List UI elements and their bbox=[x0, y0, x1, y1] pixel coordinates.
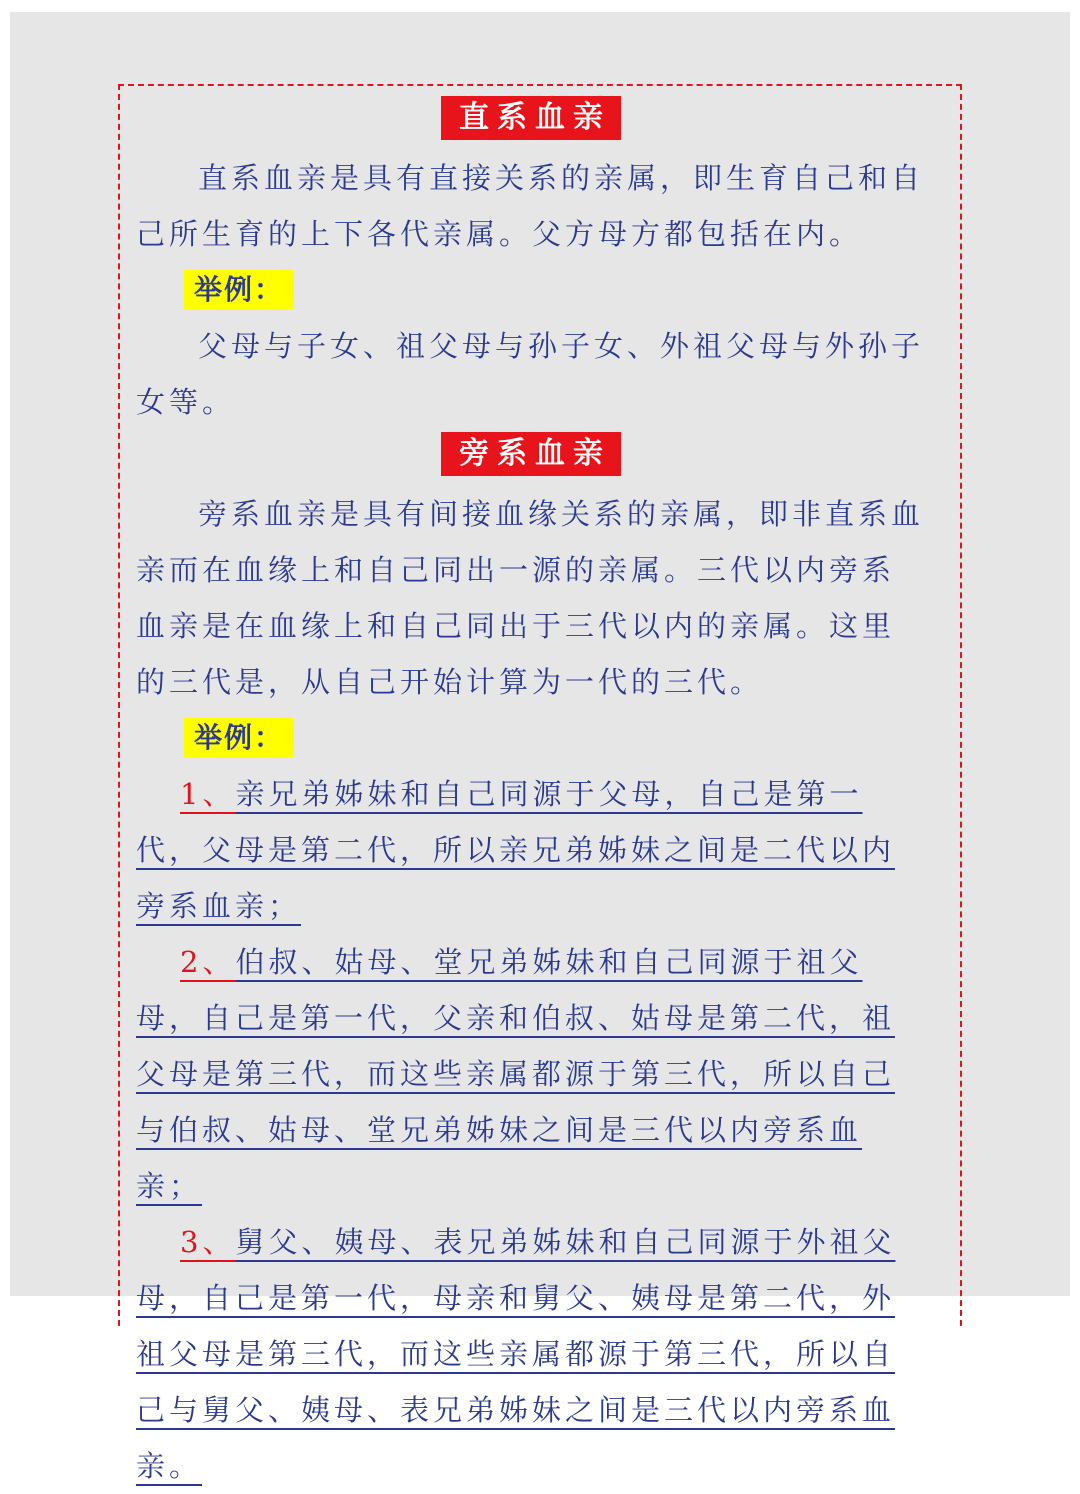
list-item bbox=[136, 766, 926, 934]
section2-title: 旁系血亲 bbox=[441, 432, 621, 476]
section1-example-text: 父母与子女、祖父母与孙子女、外祖父母与外孙子女等。 bbox=[136, 329, 925, 419]
section1-example-label: 举例： bbox=[184, 270, 294, 310]
section1-title-row bbox=[136, 96, 926, 148]
list-item bbox=[136, 934, 926, 1214]
list-item bbox=[136, 1214, 926, 1494]
section1-example-row bbox=[136, 262, 926, 318]
list-item-number: 1、 bbox=[180, 777, 236, 811]
document-content bbox=[136, 96, 926, 1494]
section1-body: 直系血亲是具有直接关系的亲属，即生育自己和自己所生育的上下各代亲属。父方母方都包括在内。 bbox=[136, 161, 925, 251]
list-item-number: 3、 bbox=[180, 1225, 236, 1259]
list-item-text: 伯叔、姑母、堂兄弟姊妹和自己同源于祖父母，自己是第一代，父亲和伯叔、姑母是第二代，祖父母是第三代，而这些亲属都源于第三代，所以自己与伯叔、姑母、堂兄弟姊妹之间是三代以内旁系血亲； bbox=[136, 945, 896, 1203]
list-item-text: 亲兄弟姊妹和自己同源于父母，自己是第一代，父母是第二代，所以亲兄弟姊妹之间是二代以内旁系血亲； bbox=[136, 777, 896, 923]
section2-example-row bbox=[136, 710, 926, 766]
section2-example-label: 举例： bbox=[184, 718, 294, 758]
section1-title: 直系血亲 bbox=[441, 96, 621, 140]
example-list bbox=[136, 766, 926, 1494]
section2-body: 旁系血亲是具有间接血缘关系的亲属，即非直系血亲而在血缘上和自己同出一源的亲属。三代以内旁系血亲是在血缘上和自己同出于三代以内的亲属。这里的三代是，从自己开始计算为一代的三代。 bbox=[136, 497, 925, 699]
list-item-number: 2、 bbox=[180, 945, 236, 979]
list-item-text: 舅父、姨母、表兄弟姊妹和自己同源于外祖父母，自己是第一代，母亲和舅父、姨母是第二代，外祖父母是第三代，而这些亲属都源于第三代，所以自己与舅父、姨母、表兄弟姊妹之间是三代以内旁系血亲。 bbox=[136, 1225, 896, 1483]
section2-title-row bbox=[136, 432, 926, 484]
